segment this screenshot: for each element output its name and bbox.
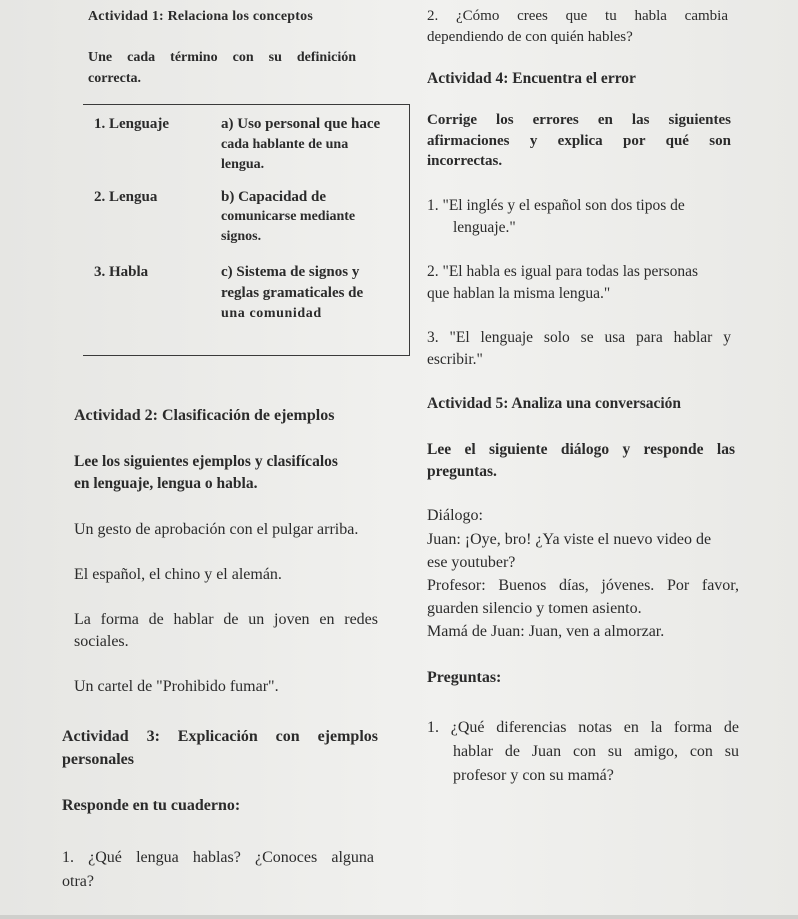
act3-question2-line1: 2. ¿Cómo crees que tu habla cambia	[427, 8, 728, 24]
act5-instruction-line2: preguntas.	[427, 463, 497, 480]
act5-title: Actividad 5: Analiza una conversación	[427, 395, 682, 412]
act3-title-line2: personales	[62, 751, 134, 768]
act2-instruction-line2: en lenguaje, lengua o habla.	[74, 475, 258, 492]
act4-instruction-line3: incorrectas.	[427, 153, 503, 169]
act4-title: Actividad 4: Encuentra el error	[427, 70, 636, 87]
def-a-line1: a) Uso personal que hace	[221, 116, 381, 132]
act5-question1-line2: hablar de Juan con su amigo, con su	[453, 743, 739, 760]
example-1: Un gesto de aprobación con el pulgar arriba.	[74, 521, 359, 538]
def-b-line1: b) Capacidad de	[221, 189, 327, 205]
act3-question1-line2: otra?	[62, 873, 94, 890]
act4-instruction-line1: Corrige los errores en las siguientes	[427, 112, 731, 128]
act1-title: Actividad 1: Relaciona los conceptos	[88, 9, 313, 24]
def-a-line3: lengua.	[221, 157, 265, 172]
act5-question1-line3: profesor y con su mamá?	[453, 767, 614, 784]
act3-instruction: Responde en tu cuaderno:	[62, 797, 241, 814]
act1-instruction-line2: correcta.	[88, 71, 141, 86]
act4-item2-line2: que hablan la misma lengua."	[427, 285, 611, 302]
dialog-label: Diálogo:	[427, 507, 483, 524]
act5-question1-line1: 1. ¿Qué diferencias notas en la forma de	[427, 719, 739, 736]
example-2: El español, el chino y el alemán.	[74, 566, 282, 583]
def-b-line3: signos.	[221, 229, 262, 244]
act4-item3-line2: escribir."	[427, 351, 483, 368]
act1-instruction-line1: Une cada término con su definición	[88, 50, 356, 65]
example-3-line1: La forma de hablar de un joven en redes	[74, 611, 378, 628]
dialog-line-profesor-cont: guarden silencio y tomen asiento.	[427, 600, 642, 617]
def-c-line2: reglas gramaticales de	[221, 285, 364, 301]
def-c-line1: c) Sistema de signos y	[221, 264, 360, 280]
dialog-line-juan-cont: ese youtuber?	[427, 554, 516, 571]
act4-instruction-line2: afirmaciones y explica por qué son	[427, 133, 731, 149]
dialog-line-mama: Mamá de Juan: Juan, ven a almorzar.	[427, 623, 665, 640]
act4-item1-line2: lenguaje."	[453, 219, 516, 236]
def-b-line2: comunicarse mediante	[221, 209, 356, 224]
act3-question2-line2: dependiendo de con quién hables?	[427, 29, 633, 45]
example-3-line2: sociales.	[74, 633, 129, 650]
term-lenguaje: 1. Lenguaje	[94, 116, 169, 132]
act2-instruction-line1: Lee los siguientes ejemplos y clasifícalos	[74, 453, 338, 470]
act4-item2-line1: 2. "El habla es igual para todas las personas	[427, 263, 699, 280]
act4-item1-line1: 1. "El inglés y el español son dos tipos de	[427, 197, 685, 214]
dialog-line-juan: Juan: ¡Oye, bro! ¿Ya viste el nuevo video de	[427, 531, 712, 548]
dialog-line-profesor: Profesor: Buenos días, jóvenes. Por favor,	[427, 577, 739, 594]
page-bottom-edge	[0, 915, 798, 919]
act2-title: Actividad 2: Clasificación de ejemplos	[74, 407, 335, 424]
questions-label: Preguntas:	[427, 669, 502, 686]
example-4: Un cartel de "Prohibido fumar".	[74, 678, 279, 695]
act5-instruction-line1: Lee el siguiente diálogo y responde las	[427, 441, 735, 458]
act3-title-line1: Actividad 3: Explicación con ejemplos	[62, 728, 378, 745]
act3-question1-line1: 1. ¿Qué lengua hablas? ¿Conoces alguna	[62, 849, 374, 866]
act4-item3-line1: 3. "El lenguaje solo se usa para hablar y	[427, 329, 731, 346]
term-habla: 3. Habla	[94, 264, 149, 280]
term-lengua: 2. Lengua	[94, 189, 158, 205]
def-a-line2: cada hablante de una	[221, 137, 349, 152]
def-c-line3: una comunidad	[221, 306, 322, 321]
